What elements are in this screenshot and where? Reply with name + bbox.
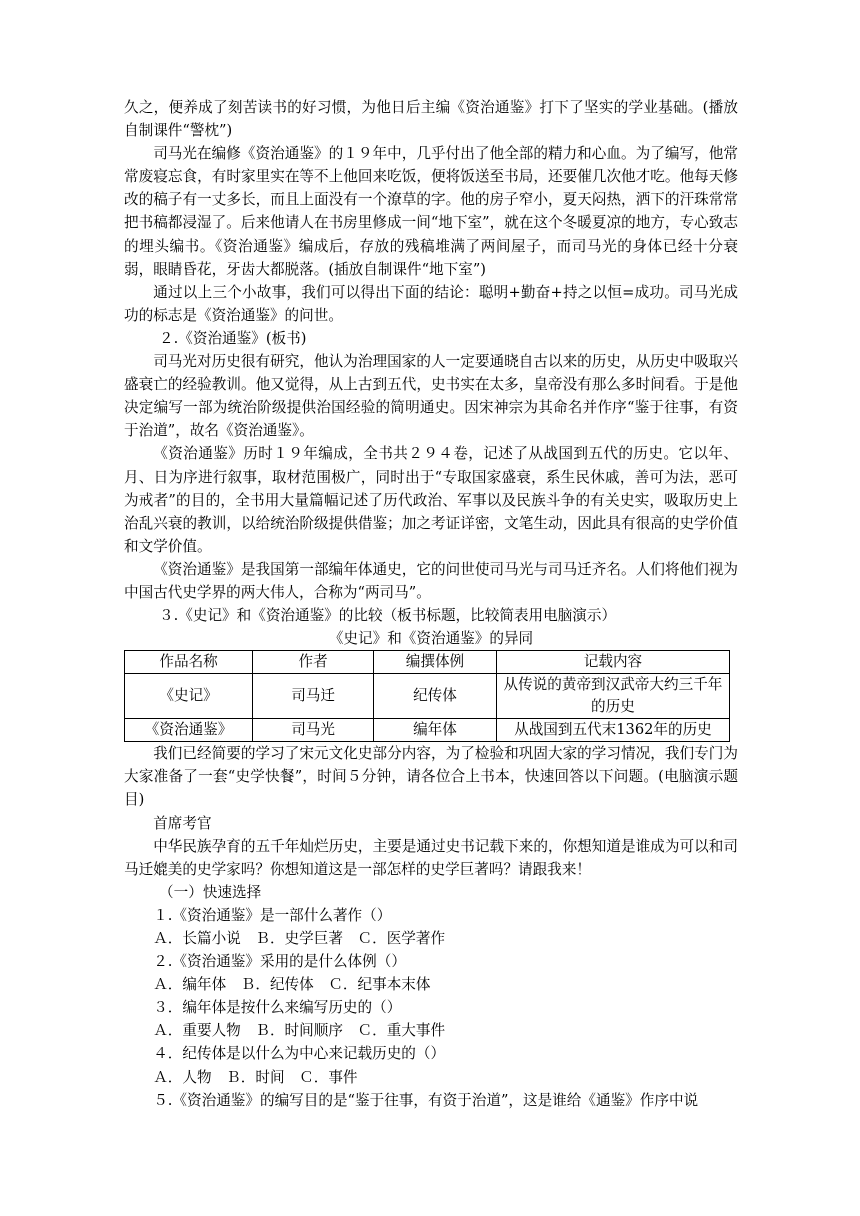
table-cell: 司马光 — [253, 719, 374, 742]
table-header-row — [125, 651, 730, 674]
paragraph: 通过以上三个小故事，我们可以得出下面的结论：聪明+勤奋+持之以恒=成功。司马光成功的标志是《资治通鉴》的问世。 — [124, 283, 738, 324]
document-body — [124, 96, 738, 1112]
paragraph: 《资治通鉴》是我国第一部编年体通史，它的问世使司马光与司马迁齐名。人们将他们视为中国古代史学界的两大伟人，合称为“两司马”。 — [124, 560, 738, 601]
section-heading: ２.《资治通鉴》(板书) — [159, 329, 307, 347]
section-heading: ３.《史记》和《资治通鉴》的比较（板书标题，比较简表用电脑演示） — [159, 607, 617, 625]
paragraph: 中华民族孕育的五千年灿烂历史，主要是通过史书记载下来的，你想知道是谁成为可以和司马迁媲美的史学家吗？你想知道这是一部怎样的史学巨著吗？请跟我来！ — [124, 837, 738, 878]
table-cell: 司马迁 — [253, 674, 374, 719]
paragraph: 《资治通鉴》历时１９年编成，全书共２９４卷，记述了从战国到五代的历史。它以年、月、日为序进行叙事，取材范围极广，同时出于“专取国家盛衰，系生民休戚，善可为法，恶可为戒者”的目的，全书用大量篇幅记述了历代政治、军事以及民族斗争的有关史实，吸取历史上治乱兴衰的教训，以给统治阶级提供借鉴；加之考证详密，文笔生动，因此具有很高的史学价值和文学价值。 — [124, 445, 738, 555]
quiz-options: Ａ．长篇小说 Ｂ．史学巨著 Ｃ．医学著作 — [153, 930, 446, 947]
paragraph: 司马光在编修《资治通鉴》的１９年中，几乎付出了他全部的精力和心血。为了编写，他常常废寝忘食，有时家里实在等不上他回来吃饭，便将饭送至书局，还要催几次他才吃。他每天修改的稿子有一丈多长，而且上面没有一个潦草的字。他的房子窄小，夏天闷热，洒下的汗珠常常把书稿都浸湿了。后来他请人在书房里修成一间“地下室”，就在这个冬暖夏凉的地方，专心致志的埋头编书。《资治通鉴》编成后，存放的残稿堆满了两间屋子，而司马光的身体已经十分衰弱，眼睛昏花，牙齿大都脱落。(插放自制课件“地下室”) — [124, 145, 738, 278]
paragraph: 我们已经简要的学习了宋元文化史部分内容，为了检验和巩固大家的学习情况，我们专门为大家准备了一套“史学快餐”，时间５分钟，请各位合上书本，快速回答以下问题。(电脑演示题目) — [124, 745, 738, 809]
table-header-cell: 作者 — [253, 651, 374, 674]
table-header-cell: 编撰体例 — [374, 651, 497, 674]
paragraph: 首席考官 — [153, 814, 212, 832]
table-cell: 《资治通鉴》 — [125, 719, 253, 742]
table-header-cell: 作品名称 — [125, 651, 253, 674]
table-header-cell: 记载内容 — [496, 651, 729, 674]
table-cell: 纪传体 — [374, 674, 497, 719]
quiz-options: Ａ．重要人物 Ｂ．时间顺序 Ｃ．重大事件 — [153, 1022, 446, 1040]
quiz-question: ５.《资治通鉴》的编写目的是“鉴于往事，有资于治道”，这是谁给《通鉴》作序中说 — [153, 1091, 699, 1109]
paragraph: 司马光对历史很有研究，他认为治理国家的人一定要通晓自古以来的历史，从历史中吸取兴盛衰亡的经验教训。他又觉得，从上古到五代，史书实在太多，皇帝没有那么多时间看。于是他决定编写一部为统治阶级提供治国经验的简明通史。因宋神宗为其命名并作序“鉴于往事，有资于治道”，故名《资治通鉴》。 — [124, 353, 738, 440]
paragraph: 久之，便养成了刻苦读书的好习惯，为他日后主编《资治通鉴》打下了坚实的学业基础。(播放自制课件“警枕”) — [124, 99, 738, 140]
table-cell: 从传说的黄帝到汉武帝大约三千年的历史 — [496, 674, 729, 719]
table-cell: 编年体 — [374, 719, 497, 742]
quiz-section-heading: （一）快速选择 — [159, 883, 262, 901]
quiz-question: ３．编年体是按什么来编写历史的（） — [153, 999, 402, 1017]
quiz-question: ４．纪传体是以什么为中心来记载历史的（） — [153, 1045, 446, 1063]
quiz-options: Ａ．人物 Ｂ．时间 Ｃ．事件 — [153, 1068, 358, 1086]
quiz-question: １.《资治通鉴》是一部什么著作（） — [153, 906, 392, 924]
comparison-table — [124, 650, 730, 742]
table-row — [125, 674, 730, 719]
table-caption: 《史记》和《资治通鉴》的异同 — [328, 630, 534, 648]
table-cell: 从战国到五代末1362年的历史 — [496, 719, 729, 742]
quiz-options: Ａ．编年体 Ｂ．纪传体 Ｃ．纪事本末体 — [153, 976, 431, 994]
quiz-question: ２.《资治通鉴》采用的是什么体例（） — [153, 953, 406, 971]
table-row — [125, 719, 730, 742]
table-cell: 《史记》 — [125, 674, 253, 719]
